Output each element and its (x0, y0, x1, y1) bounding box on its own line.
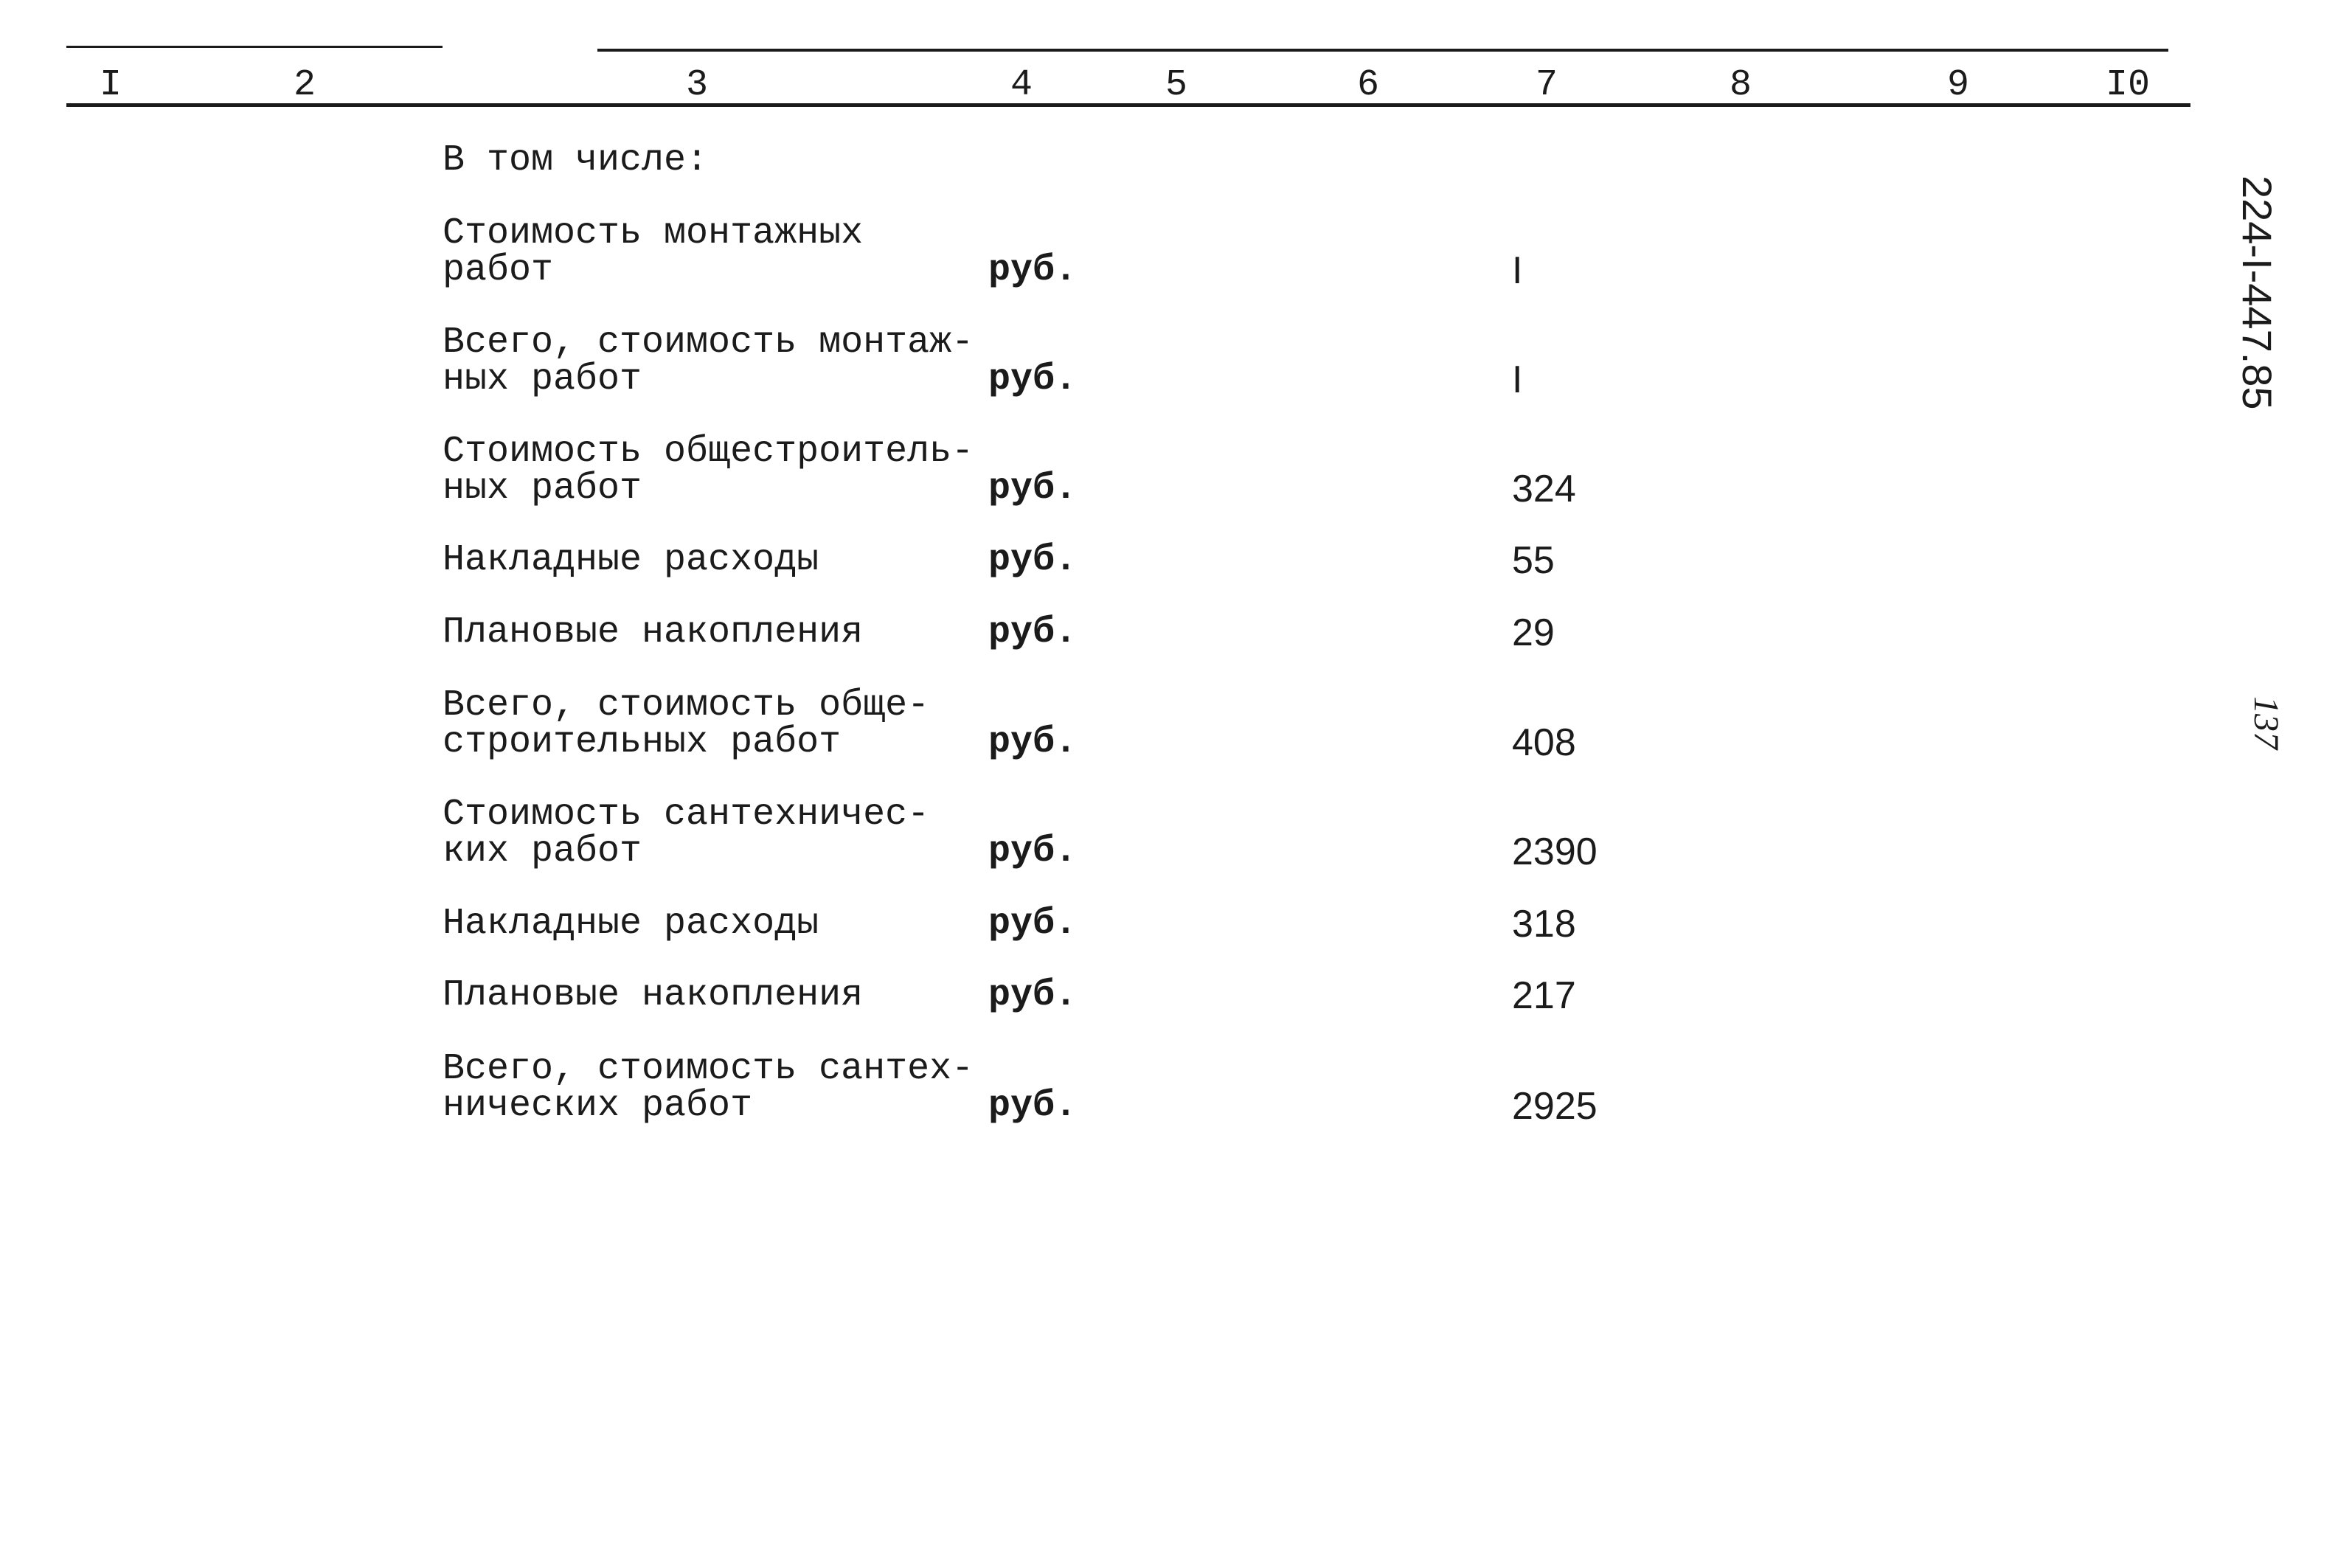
row-unit: руб. (988, 468, 1078, 510)
row-value: 55 (1512, 539, 1555, 582)
row-value: 2390 (1512, 830, 1598, 873)
row-description: Всего, стоимость монтаж- ных работ (443, 322, 974, 400)
column-number-3: 3 (686, 64, 709, 106)
row-value: 318 (1512, 903, 1576, 946)
row-value: 217 (1512, 974, 1576, 1017)
row-unit: руб. (988, 903, 1078, 945)
row-value: 408 (1512, 721, 1576, 764)
row-description: Стоимость сантехничес- ких работ (443, 794, 930, 873)
row-description: Накладные расходы (443, 903, 819, 945)
column-number-8: 8 (1730, 64, 1752, 106)
row-value: I (1512, 249, 1523, 292)
column-number-10: I0 (2106, 64, 2151, 106)
row-value: I (1512, 358, 1523, 401)
row-description: Стоимость общестроитель- ных работ (443, 431, 974, 510)
row-unit: руб. (988, 830, 1078, 873)
top-rule-left (66, 46, 443, 48)
row-value: 2925 (1512, 1085, 1598, 1128)
page-number: 137 (2247, 696, 2286, 749)
row-unit: руб. (988, 539, 1078, 581)
column-number-2: 2 (294, 64, 316, 106)
row-value: 29 (1512, 611, 1555, 654)
row-unit: руб. (988, 974, 1078, 1016)
section-heading: В том числе: (443, 139, 709, 181)
row-description: Накладные расходы (443, 539, 819, 581)
row-unit: руб. (988, 611, 1078, 653)
header-underline (66, 103, 2190, 107)
row-unit: руб. (988, 721, 1078, 763)
row-unit: руб. (988, 249, 1078, 291)
column-number-9: 9 (1947, 64, 1970, 106)
row-description: Плановые накопления (443, 974, 864, 1016)
document-code: 224-I-447.85 (2234, 176, 2280, 410)
column-number-1: I (100, 64, 122, 106)
column-number-5: 5 (1165, 64, 1188, 106)
top-rule-right (597, 49, 2168, 52)
row-description: Всего, стоимость сантех- нических работ (443, 1048, 974, 1127)
column-number-7: 7 (1536, 64, 1558, 106)
row-description: Стоимость монтажных работ (443, 212, 864, 291)
row-description: Плановые накопления (443, 611, 864, 653)
column-number-4: 4 (1010, 64, 1033, 106)
row-unit: руб. (988, 358, 1078, 400)
row-value: 324 (1512, 468, 1576, 510)
column-number-6: 6 (1357, 64, 1380, 106)
row-description: Всего, стоимость обще- строительных работ (443, 684, 930, 763)
row-unit: руб. (988, 1085, 1078, 1127)
